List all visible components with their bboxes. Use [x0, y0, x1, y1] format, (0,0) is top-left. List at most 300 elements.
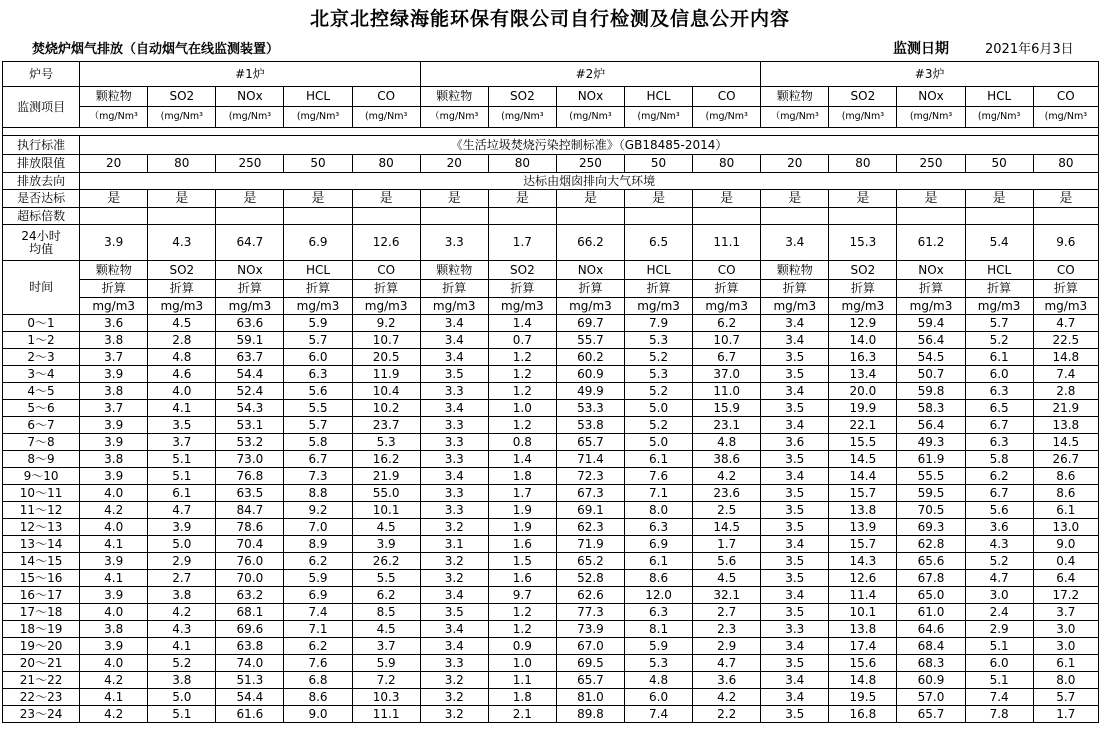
hour-value-f2-hcl: 5.9 [625, 638, 693, 655]
hour-value-f1-co: 10.3 [352, 689, 420, 706]
hour-value-f3-hcl: 7.4 [965, 689, 1033, 706]
hour-value-f1-so2: 5.0 [148, 689, 216, 706]
hour-value-f1-co: 6.2 [352, 587, 420, 604]
hour-value-f1-so2: 3.9 [148, 519, 216, 536]
hour-value-f2-co: 2.7 [693, 604, 761, 621]
hour-value-f2-pm: 3.4 [420, 315, 488, 332]
hour-value-f2-nox: 53.3 [556, 400, 624, 417]
compliant-f3-so2: 是 [829, 190, 897, 208]
hour-value-f3-co: 3.7 [1033, 604, 1098, 621]
hour-value-f2-nox: 52.8 [556, 570, 624, 587]
compliant-f1-hcl: 是 [284, 190, 352, 208]
hour-value-f3-co: 8.6 [1033, 485, 1098, 502]
hour-row [3, 570, 1099, 587]
hour-value-f3-hcl: 5.6 [965, 502, 1033, 519]
limit-f1-nox: 250 [216, 155, 284, 173]
hour-value-f3-so2: 19.9 [829, 400, 897, 417]
hour-value-f2-so2: 1.9 [488, 502, 556, 519]
hour-value-f2-co: 4.2 [693, 468, 761, 485]
hour-value-f1-nox: 76.8 [216, 468, 284, 485]
hour-value-f1-hcl: 6.3 [284, 366, 352, 383]
hour-time: 16～17 [3, 587, 80, 604]
monitor-date-label: 监测日期 [893, 41, 949, 57]
hour-value-f3-pm: 3.5 [761, 400, 829, 417]
compliant-f3-pm: 是 [761, 190, 829, 208]
hour-value-f1-pm: 4.1 [80, 570, 148, 587]
hour-value-f3-hcl: 5.2 [965, 332, 1033, 349]
hour-value-f3-so2: 22.1 [829, 417, 897, 434]
hour-value-f1-hcl: 7.0 [284, 519, 352, 536]
hour-value-f1-pm: 3.9 [80, 366, 148, 383]
hour-value-f1-hcl: 7.1 [284, 621, 352, 638]
time-label: 时间 [3, 261, 80, 315]
hourly-conv-f3-so2: 折算 [829, 280, 897, 298]
hour-value-f1-co: 3.9 [352, 536, 420, 553]
avg24-label-line1: 24小时 [21, 228, 61, 243]
hour-value-f1-hcl: 5.7 [284, 417, 352, 434]
hour-value-f2-hcl: 6.0 [625, 689, 693, 706]
destination-row [3, 173, 1099, 190]
hour-value-f2-co: 11.0 [693, 383, 761, 400]
monitor-item-label: 监测项目 [3, 87, 80, 128]
compliant-f1-co: 是 [352, 190, 420, 208]
hour-value-f3-nox: 60.9 [897, 672, 965, 689]
hour-value-f1-nox: 69.6 [216, 621, 284, 638]
exceed-f3-so2 [829, 208, 897, 225]
exceed-label: 超标倍数 [3, 208, 80, 225]
hour-value-f3-nox: 50.7 [897, 366, 965, 383]
hour-value-f2-pm: 3.2 [420, 570, 488, 587]
hour-value-f3-co: 0.4 [1033, 553, 1098, 570]
hour-value-f2-co: 14.5 [693, 519, 761, 536]
hour-value-f2-hcl: 5.3 [625, 655, 693, 672]
hour-value-f3-so2: 11.4 [829, 587, 897, 604]
hourly-name-f1-hcl: HCL [284, 261, 352, 280]
unit-f3-hcl: (mg/Nm³ [965, 107, 1033, 128]
hour-value-f3-so2: 19.5 [829, 689, 897, 706]
hour-value-f2-so2: 1.2 [488, 604, 556, 621]
hour-value-f2-hcl: 5.3 [625, 332, 693, 349]
hour-value-f1-so2: 5.1 [148, 451, 216, 468]
hour-value-f2-so2: 1.0 [488, 655, 556, 672]
avg24-f1-co: 12.6 [352, 225, 420, 261]
hourly-unit-f3-pm: mg/m3 [761, 298, 829, 315]
hour-value-f1-co: 10.4 [352, 383, 420, 400]
hourly-unit-f2-hcl: mg/m3 [625, 298, 693, 315]
hour-value-f3-so2: 15.6 [829, 655, 897, 672]
hour-value-f1-pm: 3.8 [80, 621, 148, 638]
hour-row [3, 468, 1099, 485]
hour-value-f1-so2: 4.8 [148, 349, 216, 366]
hourly-conv-f2-nox: 折算 [556, 280, 624, 298]
hour-value-f1-so2: 4.7 [148, 502, 216, 519]
hour-value-f2-nox: 71.9 [556, 536, 624, 553]
hour-value-f2-pm: 3.4 [420, 621, 488, 638]
exceed-f2-co [693, 208, 761, 225]
hour-value-f2-hcl: 5.2 [625, 349, 693, 366]
hour-value-f1-hcl: 6.2 [284, 553, 352, 570]
pollutant-name-f2-co: CO [693, 87, 761, 107]
hour-value-f1-co: 10.2 [352, 400, 420, 417]
hour-value-f2-hcl: 5.0 [625, 400, 693, 417]
hour-time: 12～13 [3, 519, 80, 536]
hourly-conv-f1-hcl: 折算 [284, 280, 352, 298]
hour-value-f2-pm: 3.4 [420, 587, 488, 604]
hour-value-f1-nox: 59.1 [216, 332, 284, 349]
hour-time: 14～15 [3, 553, 80, 570]
hour-value-f2-hcl: 6.1 [625, 553, 693, 570]
hour-value-f2-hcl: 12.0 [625, 587, 693, 604]
hour-value-f3-hcl: 6.7 [965, 485, 1033, 502]
furnace-header-row [3, 62, 1099, 87]
hour-value-f3-co: 6.1 [1033, 502, 1098, 519]
hour-value-f2-co: 2.2 [693, 706, 761, 723]
hour-value-f3-co: 2.8 [1033, 383, 1098, 400]
furnace-2-header: #2炉 [420, 62, 761, 87]
unit-f2-nox: (mg/Nm³ [556, 107, 624, 128]
standard-row [3, 136, 1099, 155]
compliant-label: 是否达标 [3, 190, 80, 208]
compliant-f2-co: 是 [693, 190, 761, 208]
hour-value-f3-co: 4.7 [1033, 315, 1098, 332]
hour-value-f3-pm: 3.6 [761, 434, 829, 451]
hourly-unit-f1-hcl: mg/m3 [284, 298, 352, 315]
hour-time: 17～18 [3, 604, 80, 621]
hour-value-f3-so2: 12.6 [829, 570, 897, 587]
hour-row [3, 553, 1099, 570]
pollutant-name-f1-hcl: HCL [284, 87, 352, 107]
hour-value-f2-pm: 3.2 [420, 689, 488, 706]
hour-value-f2-pm: 3.3 [420, 655, 488, 672]
hour-value-f1-nox: 61.6 [216, 706, 284, 723]
hour-value-f3-nox: 64.6 [897, 621, 965, 638]
hour-value-f1-hcl: 6.2 [284, 638, 352, 655]
hour-row [3, 502, 1099, 519]
hour-value-f3-hcl: 5.7 [965, 315, 1033, 332]
hourly-name-f3-hcl: HCL [965, 261, 1033, 280]
avg24-f2-nox: 66.2 [556, 225, 624, 261]
hour-value-f2-co: 6.7 [693, 349, 761, 366]
hour-value-f2-co: 15.9 [693, 400, 761, 417]
hour-value-f2-so2: 1.2 [488, 366, 556, 383]
pollutant-name-f3-nox: NOx [897, 87, 965, 107]
hour-value-f3-pm: 3.5 [761, 655, 829, 672]
hour-value-f2-so2: 1.4 [488, 451, 556, 468]
hour-value-f3-so2: 20.0 [829, 383, 897, 400]
exceed-f2-hcl [625, 208, 693, 225]
hour-value-f1-co: 26.2 [352, 553, 420, 570]
hourly-unit-f1-nox: mg/m3 [216, 298, 284, 315]
spacer-cell [3, 128, 1099, 136]
pollutant-header-row [3, 87, 1099, 107]
hour-value-f1-co: 4.5 [352, 621, 420, 638]
hour-value-f2-nox: 65.2 [556, 553, 624, 570]
hour-value-f2-co: 2.9 [693, 638, 761, 655]
hour-value-f3-pm: 3.5 [761, 366, 829, 383]
limit-f2-so2: 80 [488, 155, 556, 173]
hour-value-f3-so2: 14.4 [829, 468, 897, 485]
exceed-f1-hcl [284, 208, 352, 225]
hour-value-f1-hcl: 6.9 [284, 587, 352, 604]
hour-value-f2-so2: 1.5 [488, 553, 556, 570]
hour-time: 15～16 [3, 570, 80, 587]
unit-f3-co: (mg/Nm³ [1033, 107, 1098, 128]
hour-value-f1-so2: 5.0 [148, 536, 216, 553]
limit-row [3, 155, 1099, 173]
limit-f2-pm: 20 [420, 155, 488, 173]
hour-value-f1-co: 10.1 [352, 502, 420, 519]
avg24-f1-hcl: 6.9 [284, 225, 352, 261]
hour-value-f1-nox: 53.1 [216, 417, 284, 434]
hour-value-f3-hcl: 7.8 [965, 706, 1033, 723]
hour-value-f2-pm: 3.2 [420, 706, 488, 723]
hourly-unit-f3-nox: mg/m3 [897, 298, 965, 315]
hour-time: 21～22 [3, 672, 80, 689]
hour-value-f3-co: 8.0 [1033, 672, 1098, 689]
hour-value-f2-so2: 1.6 [488, 570, 556, 587]
hour-value-f1-so2: 4.6 [148, 366, 216, 383]
hour-value-f2-co: 4.5 [693, 570, 761, 587]
hour-value-f2-hcl: 6.3 [625, 519, 693, 536]
hour-value-f1-so2: 5.1 [148, 706, 216, 723]
hour-value-f3-nox: 62.8 [897, 536, 965, 553]
hour-value-f3-nox: 56.4 [897, 332, 965, 349]
hour-value-f2-so2: 0.8 [488, 434, 556, 451]
hour-value-f3-nox: 57.0 [897, 689, 965, 706]
hourly-unit-f3-co: mg/m3 [1033, 298, 1098, 315]
exceed-f3-hcl [965, 208, 1033, 225]
hour-value-f1-pm: 3.9 [80, 468, 148, 485]
furnace-label: 炉号 [3, 62, 80, 87]
exceed-f2-pm [420, 208, 488, 225]
hour-value-f1-so2: 4.0 [148, 383, 216, 400]
hour-value-f1-hcl: 6.8 [284, 672, 352, 689]
hour-value-f1-pm: 3.9 [80, 434, 148, 451]
unit-f3-nox: (mg/Nm³ [897, 107, 965, 128]
hour-value-f2-pm: 3.5 [420, 604, 488, 621]
hour-value-f1-nox: 76.0 [216, 553, 284, 570]
hourly-unit-f2-pm: mg/m3 [420, 298, 488, 315]
hour-value-f1-hcl: 7.3 [284, 468, 352, 485]
hour-value-f3-so2: 13.8 [829, 502, 897, 519]
hourly-name-f2-hcl: HCL [625, 261, 693, 280]
unit-f2-co: (mg/Nm³ [693, 107, 761, 128]
hour-value-f1-pm: 3.9 [80, 553, 148, 570]
avg24-f2-hcl: 6.5 [625, 225, 693, 261]
hour-value-f1-so2: 2.7 [148, 570, 216, 587]
unit-f3-so2: (mg/Nm³ [829, 107, 897, 128]
hour-row [3, 315, 1099, 332]
hour-value-f2-nox: 73.9 [556, 621, 624, 638]
hour-value-f3-hcl: 6.0 [965, 366, 1033, 383]
hour-value-f1-co: 7.2 [352, 672, 420, 689]
hour-time: 18～19 [3, 621, 80, 638]
hour-value-f1-nox: 63.7 [216, 349, 284, 366]
hour-value-f3-hcl: 6.1 [965, 349, 1033, 366]
limit-f2-nox: 250 [556, 155, 624, 173]
hour-value-f2-so2: 1.2 [488, 349, 556, 366]
hour-value-f1-nox: 53.2 [216, 434, 284, 451]
hour-value-f1-co: 8.5 [352, 604, 420, 621]
hourly-name-f2-so2: SO2 [488, 261, 556, 280]
hour-value-f2-co: 10.7 [693, 332, 761, 349]
compliant-f2-hcl: 是 [625, 190, 693, 208]
destination-text: 达标由烟囱排向大气环境 [80, 173, 1099, 190]
hour-value-f1-nox: 68.1 [216, 604, 284, 621]
hour-value-f2-hcl: 6.1 [625, 451, 693, 468]
hour-value-f2-nox: 60.9 [556, 366, 624, 383]
hour-value-f3-hcl: 6.0 [965, 655, 1033, 672]
hour-value-f1-nox: 78.6 [216, 519, 284, 536]
hour-value-f1-so2: 6.1 [148, 485, 216, 502]
hourly-conv-f2-so2: 折算 [488, 280, 556, 298]
compliant-f3-nox: 是 [897, 190, 965, 208]
hour-value-f3-so2: 12.9 [829, 315, 897, 332]
hour-value-f2-so2: 1.0 [488, 400, 556, 417]
hour-value-f3-so2: 16.3 [829, 349, 897, 366]
hour-value-f3-pm: 3.4 [761, 315, 829, 332]
report-subtitle: 焚烧炉烟气排放（自动烟气在线监测装置） [32, 42, 280, 57]
hour-value-f3-co: 7.4 [1033, 366, 1098, 383]
pollutant-name-f1-pm: 颗粒物 [80, 87, 148, 107]
avg24-f1-pm: 3.9 [80, 225, 148, 261]
hour-value-f3-hcl: 6.5 [965, 400, 1033, 417]
hour-value-f2-co: 23.6 [693, 485, 761, 502]
hour-value-f2-co: 1.7 [693, 536, 761, 553]
hour-value-f1-co: 5.3 [352, 434, 420, 451]
pollutant-name-f2-hcl: HCL [625, 87, 693, 107]
pollutant-name-f1-nox: NOx [216, 87, 284, 107]
hourly-conv-f1-nox: 折算 [216, 280, 284, 298]
hour-row [3, 434, 1099, 451]
hour-value-f3-so2: 15.7 [829, 485, 897, 502]
hour-value-f2-nox: 69.7 [556, 315, 624, 332]
hour-row [3, 638, 1099, 655]
hourly-unit-f1-so2: mg/m3 [148, 298, 216, 315]
hour-value-f3-so2: 15.7 [829, 536, 897, 553]
hour-value-f2-so2: 1.2 [488, 383, 556, 400]
hour-time: 22～23 [3, 689, 80, 706]
hour-value-f3-hcl: 6.3 [965, 434, 1033, 451]
hour-row [3, 689, 1099, 706]
unit-f1-hcl: (mg/Nm³ [284, 107, 352, 128]
unit-f2-so2: (mg/Nm³ [488, 107, 556, 128]
hour-value-f1-pm: 4.2 [80, 502, 148, 519]
hour-value-f2-so2: 1.7 [488, 485, 556, 502]
hour-value-f3-so2: 14.0 [829, 332, 897, 349]
hour-value-f3-pm: 3.4 [761, 587, 829, 604]
limit-f2-hcl: 50 [625, 155, 693, 173]
hour-row [3, 383, 1099, 400]
hour-value-f1-nox: 63.8 [216, 638, 284, 655]
hour-value-f1-so2: 3.7 [148, 434, 216, 451]
hour-value-f2-hcl: 7.9 [625, 315, 693, 332]
hour-value-f1-nox: 84.7 [216, 502, 284, 519]
hour-value-f3-pm: 3.5 [761, 570, 829, 587]
hour-time: 2～3 [3, 349, 80, 366]
hourly-name-f3-pm: 颗粒物 [761, 261, 829, 280]
limit-f3-so2: 80 [829, 155, 897, 173]
hour-value-f1-hcl: 8.6 [284, 689, 352, 706]
hour-value-f1-nox: 54.3 [216, 400, 284, 417]
hour-value-f1-so2: 3.8 [148, 587, 216, 604]
hour-value-f2-hcl: 8.6 [625, 570, 693, 587]
hour-value-f1-hcl: 6.0 [284, 349, 352, 366]
hourly-unit-row [3, 298, 1099, 315]
hourly-conv-f1-so2: 折算 [148, 280, 216, 298]
hour-value-f3-nox: 55.5 [897, 468, 965, 485]
hour-value-f2-nox: 72.3 [556, 468, 624, 485]
hour-value-f3-so2: 14.8 [829, 672, 897, 689]
hour-value-f1-nox: 63.5 [216, 485, 284, 502]
limit-label: 排放限值 [3, 155, 80, 173]
hour-value-f1-co: 9.2 [352, 315, 420, 332]
hour-value-f3-pm: 3.4 [761, 383, 829, 400]
hour-value-f1-hcl: 5.8 [284, 434, 352, 451]
hour-value-f2-nox: 69.5 [556, 655, 624, 672]
hourly-conv-f3-nox: 折算 [897, 280, 965, 298]
spacer-row [3, 128, 1099, 136]
hour-value-f1-nox: 54.4 [216, 366, 284, 383]
hour-value-f1-so2: 5.1 [148, 468, 216, 485]
compliant-f1-pm: 是 [80, 190, 148, 208]
unit-header-row [3, 107, 1099, 128]
hour-value-f2-nox: 67.0 [556, 638, 624, 655]
hour-time: 8～9 [3, 451, 80, 468]
hourly-unit-f2-so2: mg/m3 [488, 298, 556, 315]
hour-value-f1-nox: 52.4 [216, 383, 284, 400]
hour-value-f2-pm: 3.4 [420, 638, 488, 655]
hour-value-f2-hcl: 6.9 [625, 536, 693, 553]
hour-value-f1-so2: 4.3 [148, 621, 216, 638]
hour-value-f3-hcl: 6.2 [965, 468, 1033, 485]
hour-value-f2-so2: 0.7 [488, 332, 556, 349]
hour-value-f2-co: 37.0 [693, 366, 761, 383]
exceed-f1-pm [80, 208, 148, 225]
hour-value-f1-hcl: 5.9 [284, 570, 352, 587]
hour-value-f3-co: 21.9 [1033, 400, 1098, 417]
limit-f3-hcl: 50 [965, 155, 1033, 173]
compliant-f3-co: 是 [1033, 190, 1098, 208]
hour-value-f3-pm: 3.4 [761, 672, 829, 689]
hour-value-f1-so2: 4.1 [148, 400, 216, 417]
hour-value-f3-hcl: 5.2 [965, 553, 1033, 570]
exceed-f3-co [1033, 208, 1098, 225]
limit-f2-co: 80 [693, 155, 761, 173]
hour-value-f1-pm: 3.8 [80, 383, 148, 400]
hour-time: 23～24 [3, 706, 80, 723]
hour-value-f1-pm: 4.0 [80, 604, 148, 621]
hour-value-f3-co: 6.1 [1033, 655, 1098, 672]
hour-value-f1-hcl: 5.7 [284, 332, 352, 349]
avg24-f3-so2: 15.3 [829, 225, 897, 261]
hourly-conv-f3-co: 折算 [1033, 280, 1098, 298]
hourly-name-f3-co: CO [1033, 261, 1098, 280]
furnace-3-header: #3炉 [761, 62, 1099, 87]
hour-value-f2-nox: 62.6 [556, 587, 624, 604]
compliant-row [3, 190, 1099, 208]
hour-value-f2-nox: 89.8 [556, 706, 624, 723]
hour-value-f3-hcl: 2.4 [965, 604, 1033, 621]
hour-time: 5～6 [3, 400, 80, 417]
hour-value-f3-nox: 61.0 [897, 604, 965, 621]
hourly-unit-f3-so2: mg/m3 [829, 298, 897, 315]
hour-value-f2-pm: 3.2 [420, 672, 488, 689]
hour-value-f1-pm: 3.9 [80, 587, 148, 604]
emission-table [2, 61, 1099, 723]
unit-f1-nox: (mg/Nm³ [216, 107, 284, 128]
hour-time: 11～12 [3, 502, 80, 519]
